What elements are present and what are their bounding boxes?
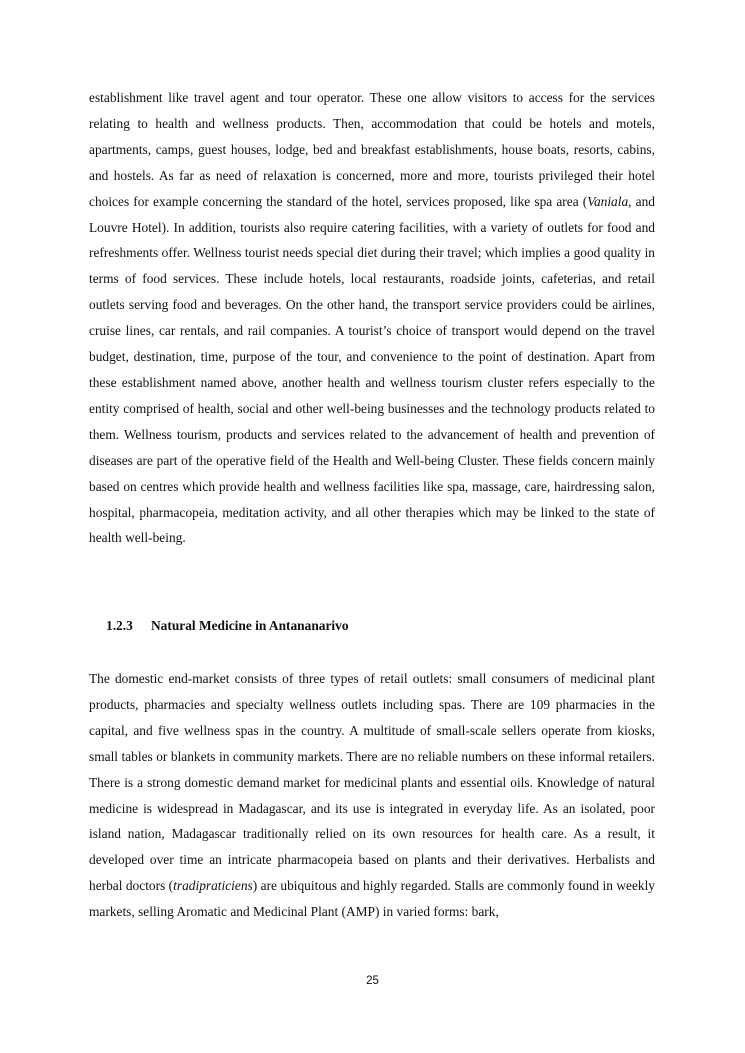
section-heading: [106, 618, 349, 634]
paragraph-text: The domestic end-market consists of three types of retail outlets: small consumers of medicinal plant products, pharmacies and specialty wellness outlets including spas. There are 109 pharmacies in the capital, and five wellness spas in the country. A multitude of small-scale sellers operate from kiosks, small tables or blankets in community markets. There are no reliable numbers on these informal retailers. There is a strong domestic demand market for medicinal plants and essential oils. Knowledge of natural medicine is widespread in Madagascar, and its use is integrated in everyday life. As an isolated, poor island nation, Madagascar traditionally relied on its own resources for health care. As a result, it developed over time an intricate pharmacopeia based on plants and their derivatives. Herbalists and herbal doctors (: [89, 671, 655, 894]
body-paragraph-wellness-cluster: [89, 85, 655, 551]
page-number: 25: [366, 975, 379, 987]
italic-term-vaniala: Vaniala: [587, 193, 629, 209]
section-title: Natural Medicine in Antananarivo: [151, 618, 349, 633]
paragraph-text: , and Louvre Hotel). In addition, tourists also require catering facilities, with a variety of outlets for food and refreshments offer. Wellness tourist needs special diet during their travel; which implies a good quality in terms of food services. These include hotels, local restaurants, roadside joints, cafeterias, and retail outlets serving food and beverages. On the other hand, the transport service providers could be airlines, cruise lines, car rentals, and rail companies. A tourist’s choice of transport would depend on the travel budget, destination, time, purpose of the tour, and convenience to the point of destination. Apart from these establishment named above, another health and wellness tourism cluster refers especially to the entity comprised of health, social and other well-being businesses and the technology products related to them. Wellness tourism, products and services related to the advancement of health and prevention of diseases are part of the operative field of the Health and Well-being Cluster. These fields concern mainly based on centres which provide health and wellness facilities like spa, massage, care, hairdressing salon, hospital, pharmacopeia, meditation activity, and all other therapies which may be linked to the state of health well-being.: [89, 193, 655, 546]
paragraph-text: ) are ubiquitous and highly regarded. Stalls are commonly found in weekly markets, selling Aromatic and Medicinal Plant (AMP) in varied forms: bark,: [89, 878, 655, 920]
body-paragraph-natural-medicine: [89, 666, 655, 925]
paragraph-text: establishment like travel agent and tour operator. These one allow visitors to access for the services relating to health and wellness products. Then, accommodation that could be hotels and motels, apartments, camps, guest houses, lodge, bed and breakfast establishments, house boats, resorts, cabins, and hostels. As far as need of relaxation is concerned, more and more, tourists privileged their hotel choices for example concerning the standard of the hotel, services proposed, like spa area (: [89, 90, 655, 209]
section-number: 1.2.3: [106, 618, 133, 633]
italic-term-tradipraticiens: tradipraticiens: [173, 878, 253, 894]
